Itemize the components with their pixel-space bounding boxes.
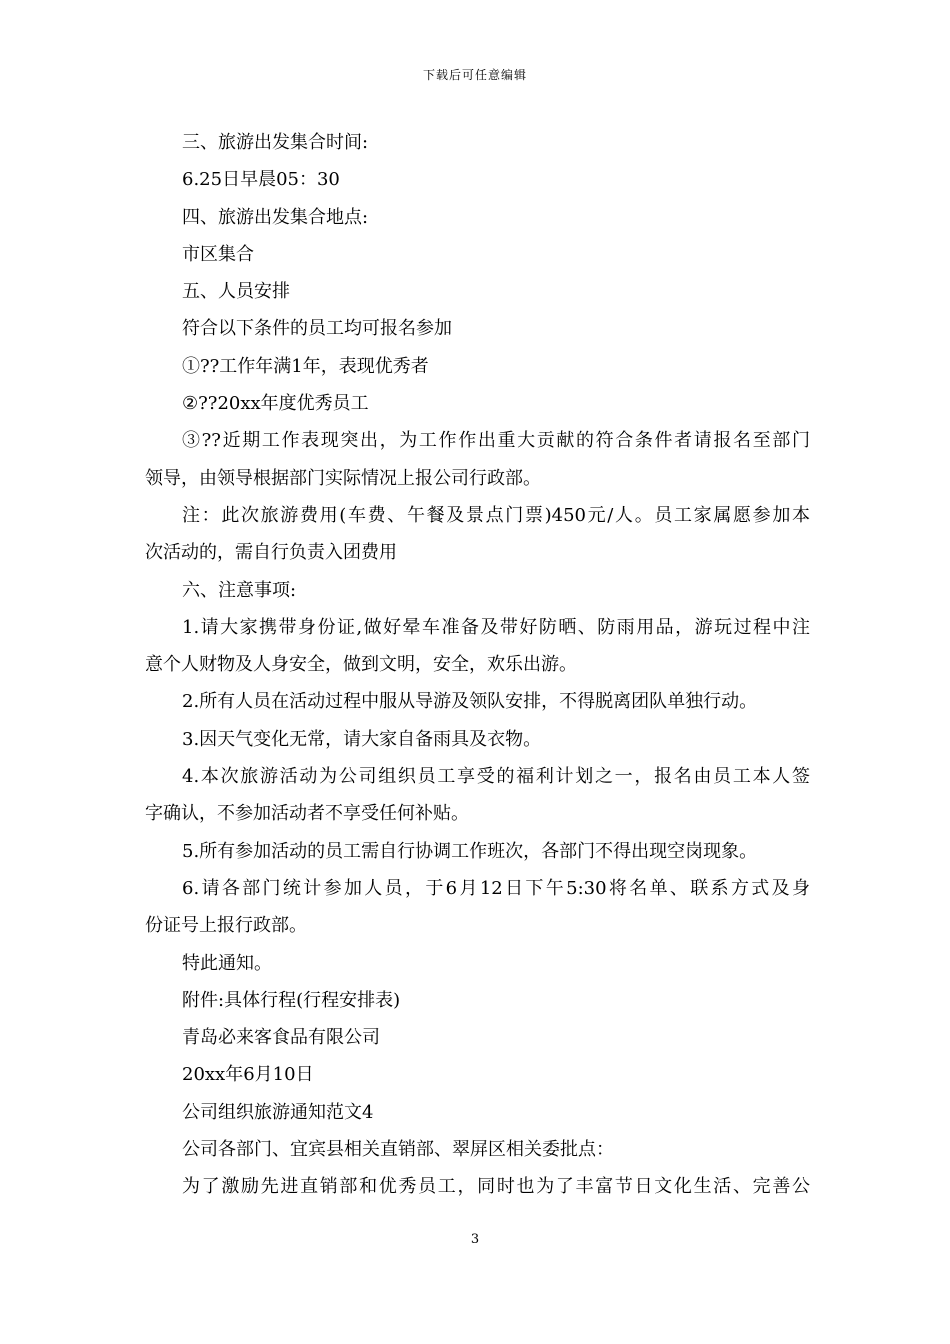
text-line: 注：此次旅游费用(车费、午餐及景点门票)450元/人。员工家属愿参加本 xyxy=(182,504,810,526)
text-line: 1.请大家携带身份证,做好晕车准备及带好防晒、防雨用品，游玩过程中注 xyxy=(182,616,810,638)
text-line: 5.所有参加活动的员工需自行协调工作班次，各部门不得出现空岗现象。 xyxy=(182,840,758,862)
text-line: 五、人员安排 xyxy=(182,281,290,303)
page-number: 3 xyxy=(470,1232,480,1247)
text-line: ③??近期工作表现突出，为工作作出重大贡献的符合条件者请报名至部门 xyxy=(182,430,810,452)
text-line: 20xx年6月10日 xyxy=(182,1064,314,1086)
text-line: 为了激励先进直销部和优秀员工，同时也为了丰富节日文化生活、完善公 xyxy=(182,1176,810,1198)
text-line: 青岛必来客食品有限公司 xyxy=(182,1027,380,1049)
text-line: 特此通知。 xyxy=(182,952,272,974)
document-body xyxy=(145,124,810,1206)
page-header: 下载后可任意编辑 xyxy=(422,68,527,82)
text-line: 四、旅游出发集合地点: xyxy=(182,206,369,228)
text-line: 三、旅游出发集合时间: xyxy=(182,132,369,153)
text-line: 市区集合 xyxy=(182,243,254,265)
text-line: 3.因天气变化无常，请大家自备雨具及衣物。 xyxy=(182,728,542,750)
text-line: 2.所有人员在活动过程中服从导游及领队安排，不得脱离团队单独行动。 xyxy=(182,691,758,713)
text-line: 6.25日早晨05：30 xyxy=(182,169,340,191)
text-line: ②??20xx年度优秀员工 xyxy=(182,393,369,415)
text-line: 意个人财物及人身安全，做到文明，安全，欢乐出游。 xyxy=(145,654,577,676)
text-line: 附件:具体行程(行程安排表) xyxy=(182,989,401,1011)
text-line: 次活动的，需自行负责入团费用 xyxy=(145,542,397,564)
text-line: 公司各部门、宜宾县相关直销部、翠屏区相关委批点： xyxy=(182,1139,614,1161)
text-line: 领导，由领导根据部门实际情况上报公司行政部。 xyxy=(145,467,541,489)
text-line: 六、注意事项: xyxy=(182,579,297,601)
text-line: 6.请各部门统计参加人员，于6月12日下午5:30将名单、联系方式及身 xyxy=(182,877,810,899)
text-line: 符合以下条件的员工均可报名参加 xyxy=(182,318,452,340)
text-line: 份证号上报行政部。 xyxy=(145,915,307,937)
text-line: 公司组织旅游通知范文4 xyxy=(182,1101,374,1123)
text-line: ①??工作年满1年，表现优秀者 xyxy=(182,355,429,377)
text-line: 字确认，不参加活动者不享受任何补贴。 xyxy=(145,803,469,825)
text-line: 4.本次旅游活动为公司组织员工享受的福利计划之一，报名由员工本人签 xyxy=(182,766,810,788)
